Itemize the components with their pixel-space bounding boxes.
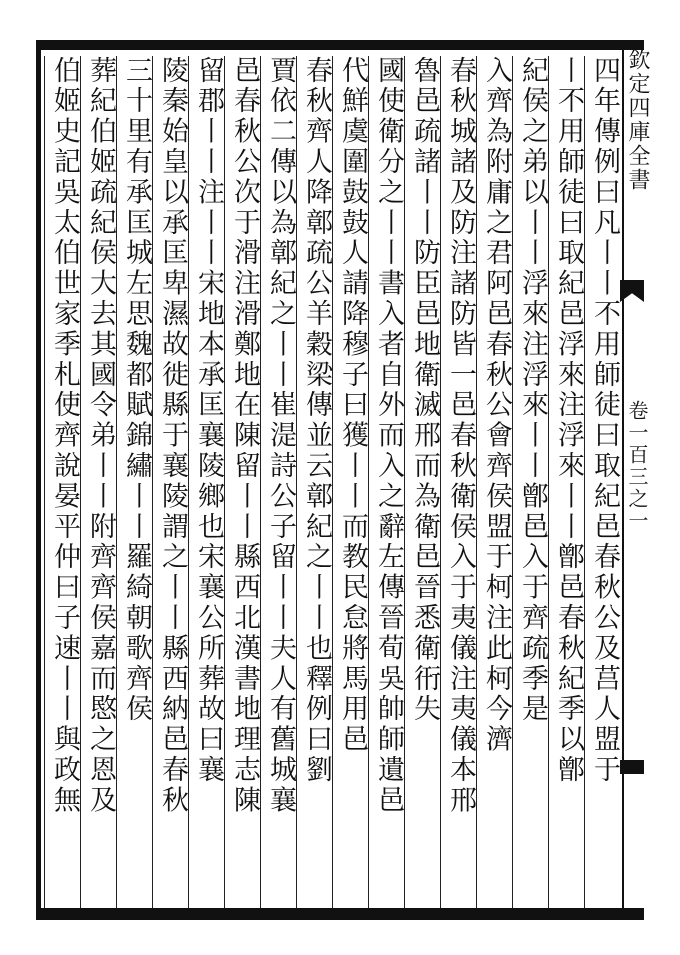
column-text: 陵秦始皇以承匡卑濕故徙縣于襄陵謂之丨丨縣西納邑春秋 — [157, 56, 188, 816]
margin-head-text: 欽定四庫全書 — [625, 48, 650, 192]
column-text: 丨不用師徒曰取紀邑浮來注浮來丨丨鄫邑春秋紀季以鄫 — [553, 56, 584, 786]
text-column — [332, 56, 370, 908]
text-column — [116, 56, 154, 908]
column-text: 邑春秋公次于滑注滑鄭地在陳留丨丨縣西北漢書地理志陳 — [229, 56, 260, 816]
column-text: 葬紀伯姬疏紀侯大去其國令弟丨丨附齊齊侯嘉而愍之恩及 — [85, 56, 116, 816]
text-column — [548, 56, 586, 908]
column-text: 魯邑疏諸丨丨防臣邑地衛滅邢而為衛邑晉悉衛衎失 — [409, 56, 440, 725]
column-text: 代鮮虞圍鼓鼓人請降穆子曰獲丨丨而教民怠將馬用邑 — [337, 56, 368, 756]
text-column — [440, 56, 478, 908]
column-text: 四年傳例曰凡丨丨不用師徒曰取紀邑春秋公及莒人盟于 — [589, 56, 620, 786]
fishtail-mark-lower — [620, 760, 644, 774]
column-text: 春秋齊人降鄣疏公羊穀梁傳並云鄣紀之丨丨也釋例曰劉 — [301, 56, 332, 786]
text-column — [80, 56, 118, 908]
text-column — [152, 56, 190, 908]
text-column — [512, 56, 550, 908]
column-text: 賈依二傳以為鄣紀之丨丨崔湜詩公子留丨丨夫人有舊城襄 — [265, 56, 296, 816]
margin-volume-text: 卷一百三之一 — [625, 400, 649, 532]
text-column — [368, 56, 406, 908]
column-text: 三十里有承匡城左思魏都賦錦繡丨丨羅綺朝歌齊侯 — [121, 56, 152, 725]
text-column — [260, 56, 298, 908]
text-column — [224, 56, 262, 908]
column-text: 紀侯之弟以丨丨浮來注浮來丨丨鄫邑入于齊疏季是 — [517, 56, 548, 725]
column-text: 春秋城諸及防注諸防皆一邑春秋衛侯入于夷儀注夷儀本邢 — [445, 56, 476, 816]
text-column — [404, 56, 442, 908]
column-text: 留郡丨丨注丨丨宋地本承匡襄陵鄉也宋襄公所葬故曰襄 — [193, 56, 224, 786]
column-text: 入齊為附庸之君阿邑春秋公會齊侯盟于柯注此柯今濟 — [481, 56, 512, 756]
text-column — [476, 56, 514, 908]
text-column — [296, 56, 334, 908]
text-column — [44, 56, 82, 908]
column-text: 伯姬史記吳太伯世家季札使齊說晏平仲曰子速丨丨與政無 — [49, 56, 80, 816]
column-text: 國使衛分之丨丨書入者自外而入之辭左傳晉荀吳帥師遺邑 — [373, 56, 404, 816]
text-column — [188, 56, 226, 908]
text-column — [584, 56, 622, 908]
